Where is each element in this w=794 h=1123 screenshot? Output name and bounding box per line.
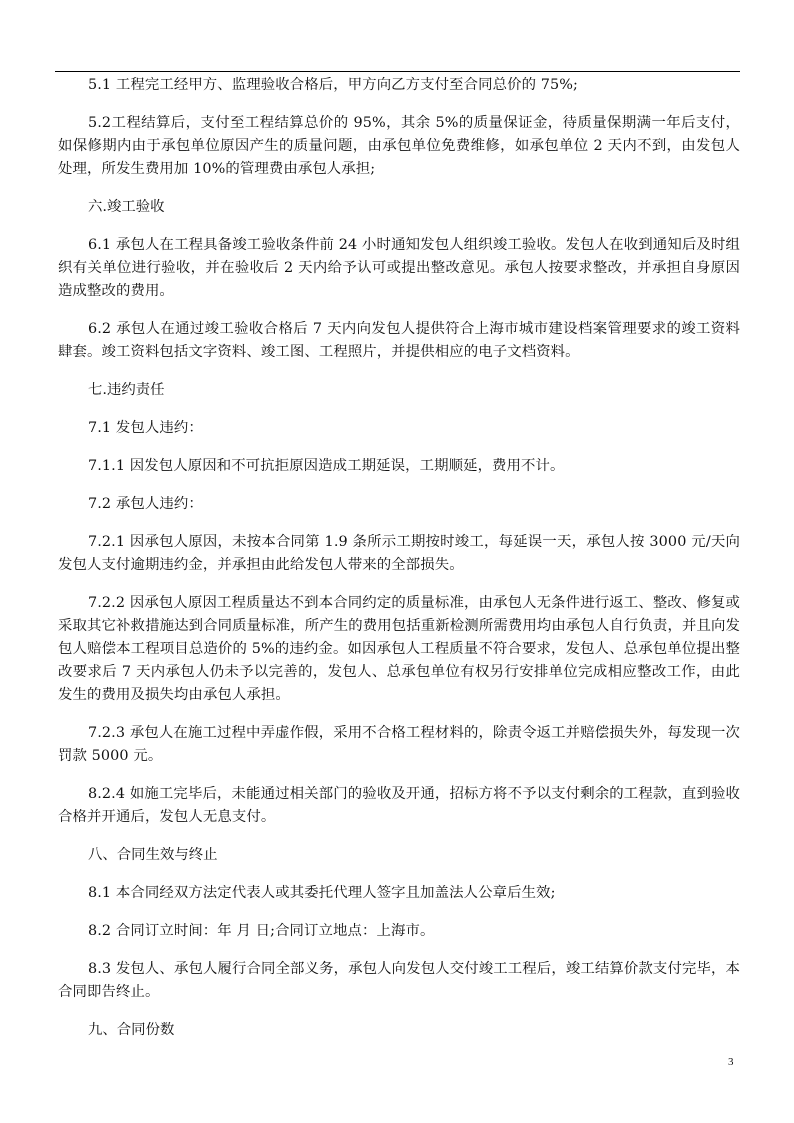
clause-5-2: 5.2工程结算后，支付至工程结算总价的 95%，其余 5%的质量保证金，待质量保期满一年后支付，如保修期内由于承包单位原因产生的质量问题，由承包单位免费维修，如承包单位 2 天内不到，由发包人处理，所发生费用加 10%的管理费由承包人承担; — [58, 115, 740, 177]
section-heading-completion-acceptance: 六.竣工验收 — [88, 199, 165, 215]
clause-7-1-1: 7.1.1 因发包人原因和不可抗拒原因造成工期延误，工期顺延，费用不计。 — [88, 458, 565, 474]
section-heading-liability: 七.违约责任 — [88, 382, 165, 398]
clause-8-1: 8.1 本合同经双方法定代表人或其委托代理人签字且加盖法人公章后生效; — [88, 885, 556, 901]
clause-8-2: 8.2 合同订立时间：年 月 日;合同订立地点：上海市。 — [88, 923, 435, 939]
clause-8-3: 8.3 发包人、承包人履行合同全部义务，承包人向发包人交付竣工工程后，竣工结算价款支付完毕，本合同即告终止。 — [58, 961, 740, 1000]
header-rule — [55, 71, 740, 72]
clause-7-1: 7.1 发包人违约： — [88, 420, 203, 436]
clause-7-2-1: 7.2.1 因承包人原因，未按本合同第 1.9 条所示工期按时竣工，每延误一天，承包人按 3000 元/天向发包人支付逾期违约金，并承担由此给发包人带来的全部损失。 — [58, 534, 740, 573]
document-body — [58, 74, 740, 1057]
clause-6-2: 6.2 承包人在通过竣工验收合格后 7 天内向发包人提供符合上海市城市建设档案管理要求的竣工资料肆套。竣工资料包括文字资料、竣工图、工程照片，并提供相应的电子文档资料。 — [58, 321, 740, 360]
clause-7-2-2: 7.2.2 因承包人原因工程质量达不到本合同约定的质量标准，由承包人无条件进行返工、整改、修复或采取其它补救措施达到合同质量标准，所产生的费用包括重新检测所需费用均由承包人自行负责，并且向发包人赔偿本工程项目总造价的 5%的违约金。如因承包人工程质量不符合要求，发包人、总承包单位提出整改要求后 7 天内承包人仍未予以完善的，发包人、总承包单位有权另行安排单位完成相应整改工作，由此发生的费用及损失均由承包人承担。 — [58, 595, 740, 703]
section-heading-copies: 九、合同份数 — [88, 1022, 175, 1038]
page-number: 3 — [728, 1056, 734, 1068]
section-heading-effect-termination: 八、合同生效与终止 — [88, 847, 218, 863]
clause-6-1: 6.1 承包人在工程具备竣工验收条件前 24 小时通知发包人组织竣工验收。发包人在收到通知后及时组织有关单位进行验收，并在验收后 2 天内给予认可或提出整改意见。承包人按要求整改，并承担自身原因造成整改的费用。 — [58, 237, 740, 299]
clause-8-2-4: 8.2.4 如施工完毕后，未能通过相关部门的验收及开通，招标方将不予以支付剩余的工程款，直到验收合格并开通后，发包人无息支付。 — [58, 786, 740, 825]
clause-7-2: 7.2 承包人违约： — [88, 496, 203, 512]
clause-5-1: 5.1 工程完工经甲方、监理验收合格后，甲方向乙方支付至合同总价的 75%; — [88, 77, 578, 93]
clause-7-2-3: 7.2.3 承包人在施工过程中弄虚作假，采用不合格工程材料的，除责令返工并赔偿损失外，每发现一次罚款 5000 元。 — [58, 725, 740, 764]
